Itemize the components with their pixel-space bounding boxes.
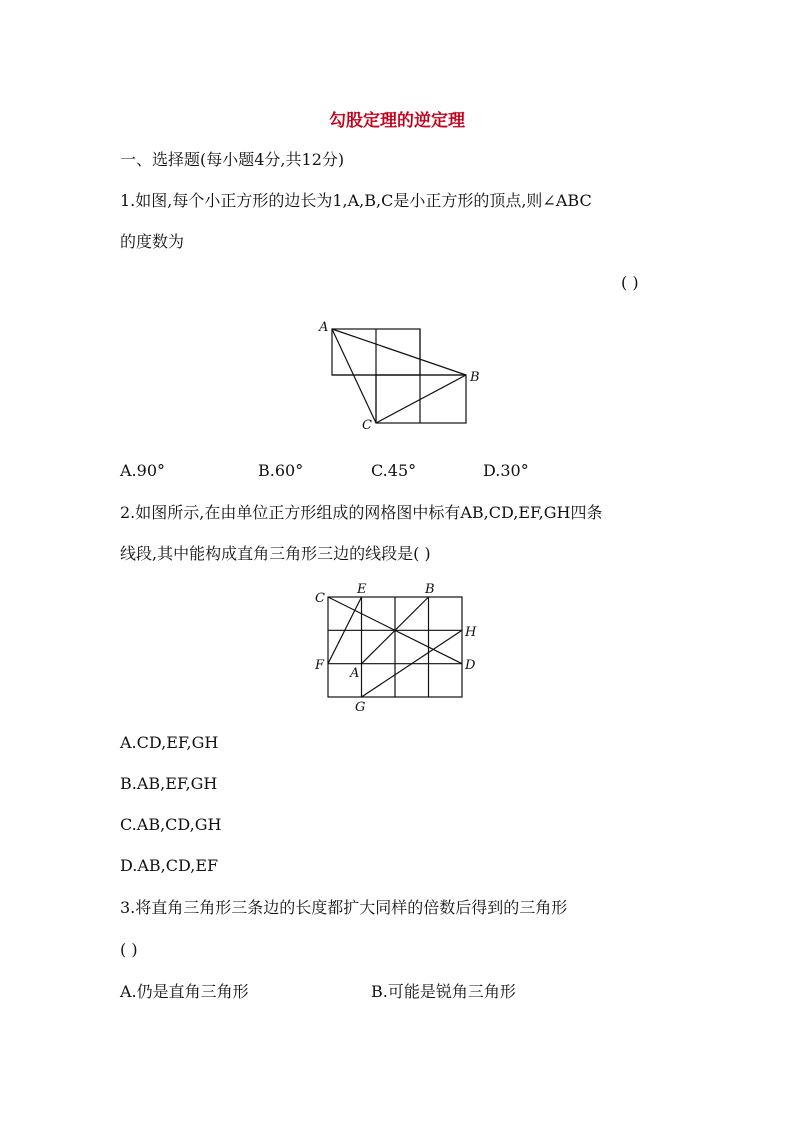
point-label-h: H <box>465 625 477 640</box>
q1-answer-bracket: ( ) <box>621 273 639 292</box>
q1-figure <box>310 315 500 435</box>
point-label-a: A <box>350 666 360 681</box>
segment-ac <box>332 329 376 423</box>
point-label-d: D <box>465 658 476 673</box>
q1-option-c: C.45° <box>371 461 417 480</box>
q2-text-line1: 2.如图所示,在由单位正方形组成的网格图中标有AB,CD,EF,GH四条 <box>120 503 603 522</box>
point-label-a: A <box>319 320 329 335</box>
section-heading: 一、选择题(每小题4分,共12分) <box>120 150 345 169</box>
q2-option-a: A.CD,EF,GH <box>120 733 219 752</box>
q1-text-line2: 的度数为 <box>120 232 185 251</box>
point-label-b: B <box>425 582 435 597</box>
q1-text-line1: 1.如图,每个小正方形的边长为1,A,B,C是小正方形的顶点,则∠ABC <box>120 191 592 210</box>
point-label-g: G <box>355 700 366 715</box>
q2-option-d: D.AB,CD,EF <box>120 856 219 875</box>
point-label-b: B <box>470 370 480 385</box>
page-title: 勾股定理的逆定理 <box>329 111 465 131</box>
point-label-e: E <box>357 582 367 597</box>
q2-figure <box>310 580 485 715</box>
q2-option-b: B.AB,EF,GH <box>120 774 218 793</box>
q3-option-b: B.可能是锐角三角形 <box>371 982 516 1001</box>
q1-option-d: D.30° <box>483 461 529 480</box>
segment-ab <box>332 329 466 375</box>
point-label-c: C <box>362 418 372 433</box>
q2-text-line2: 线段,其中能构成直角三角形三边的线段是( ) <box>120 544 431 563</box>
segment-bc <box>376 375 466 423</box>
q1-option-a: A.90° <box>120 461 165 480</box>
q2-option-c: C.AB,CD,GH <box>120 815 222 834</box>
q1-option-b: B.60° <box>258 461 304 480</box>
q3-option-a: A.仍是直角三角形 <box>120 982 249 1001</box>
q3-text-line1: 3.将直角三角形三条边的长度都扩大同样的倍数后得到的三角形 <box>120 898 568 917</box>
point-label-f: F <box>315 658 325 673</box>
point-label-c: C <box>315 591 325 606</box>
q3-answer-bracket: ( ) <box>120 940 138 959</box>
